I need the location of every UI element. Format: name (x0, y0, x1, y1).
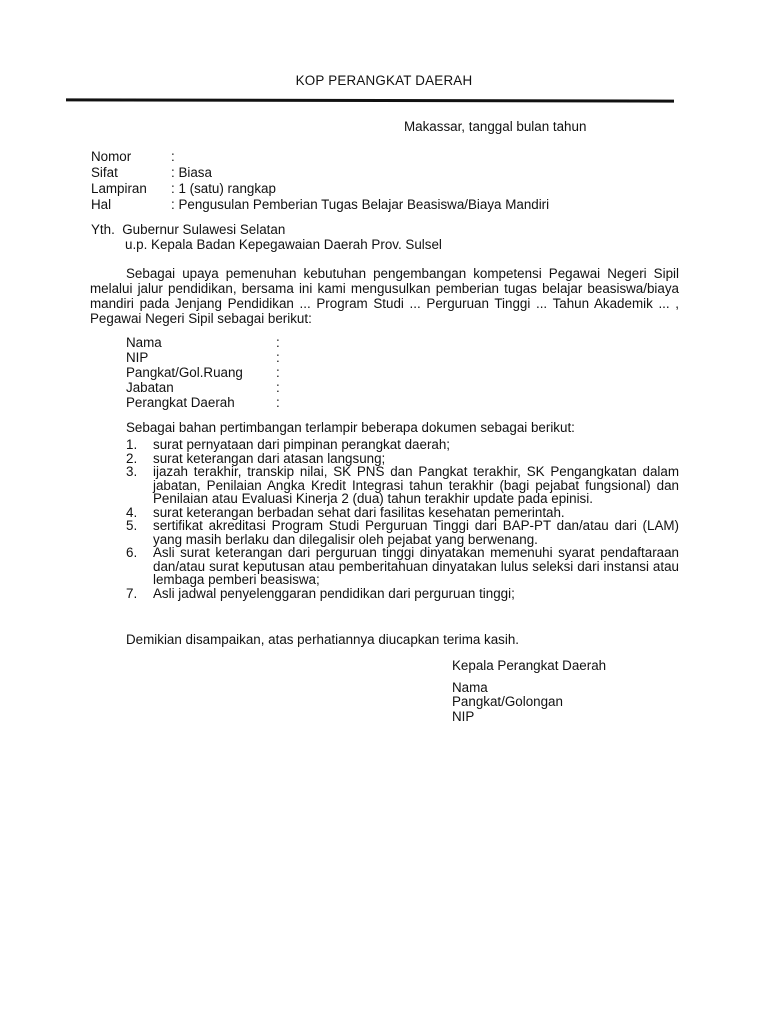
field-row-pangkat (126, 365, 280, 380)
documents-list (126, 438, 679, 600)
list-item (126, 506, 679, 520)
item-text: ijazah terakhir, transkip nilai, SK PNS dan Pangkat terakhir, SK Pengangkatan dalam jabatan, Penilaian Angka Kredit Integrasi tahun terakhir (bagi pejabat fungsional) dan Penilaian atau Evaluasi Kinerja 2 (dua) tahun terakhir update pada epinisi. (153, 464, 679, 506)
item-text: Asli surat keterangan dari perguruan tinggi dinyatakan memenuhi syarat pendaftaraan dan/atau surat keputusan atau pemberitahuan dinyatakan lulus seleksi dari instansi atau lembaga pemberi beasiswa; (153, 545, 679, 587)
meta-key: Nomor (91, 149, 132, 164)
letterhead-divider (66, 98, 674, 102)
field-colon: : (276, 395, 280, 410)
list-item (126, 465, 679, 506)
employee-fields (126, 335, 280, 410)
item-text: sertifikat akreditasi Program Studi Perguruan Tinggi dari BAP-PT dan/atau dari (LAM) yang masih berlaku dan dilegalisir oleh pejabat yang berwenang. (153, 518, 679, 547)
intro-paragraph: Sebagai upaya pemenuhan kebutuhan pengembangan kompetensi Pegawai Negeri Sipil melalui jalur pendidikan, bersama ini kami mengusulkan pemberian tugas belajar beasiswa/biaya mandiri pada Jenjang Pendidikan ... Program Studi ... Perguruan Tinggi ... Tahun Akademik ... , Pegawai Negeri Sipil sebagai berikut: (90, 266, 679, 326)
list-item (126, 519, 679, 546)
field-row-jabatan (126, 380, 280, 395)
list-item (126, 587, 679, 601)
meta-value: : (171, 149, 175, 164)
list-item (126, 546, 679, 587)
letter-meta (91, 149, 549, 213)
field-label: Pangkat/Gol.Ruang (126, 365, 243, 380)
meta-key: Lampiran (91, 181, 147, 196)
field-colon: : (276, 365, 280, 380)
meta-key: Hal (91, 197, 112, 212)
letterhead-title: KOP PERANGKAT DAERAH (295, 73, 473, 88)
field-row-perangkat-daerah (126, 395, 280, 410)
field-label: Nama (126, 335, 162, 350)
item-number: 3. (126, 464, 138, 479)
field-colon: : (276, 380, 280, 395)
addressee-line-1: Yth. Gubernur Sulawesi Selatan (91, 222, 286, 237)
field-label: NIP (126, 350, 149, 365)
meta-row-hal (91, 197, 549, 213)
closing-sentence: Demikian disampaikan, atas perhatiannya diucapkan terima kasih. (126, 632, 520, 647)
signatory-rank: Pangkat/Golongan (452, 694, 563, 709)
signature-block (452, 659, 606, 724)
date-line: Makassar, tanggal bulan tahun (404, 119, 587, 134)
item-number: 4. (126, 504, 138, 520)
meta-key: Sifat (91, 165, 118, 180)
documents-intro: Sebagai bahan pertimbangan terlampir beberapa dokumen sebagai berikut: (126, 420, 575, 435)
signatory-title: Kepala Perangkat Daerah (452, 658, 607, 673)
field-colon: : (276, 350, 280, 365)
list-item (126, 452, 679, 466)
field-row-nama (126, 335, 280, 350)
field-label: Perangkat Daerah (126, 395, 235, 410)
item-number: 1. (126, 437, 138, 452)
item-text: Asli jadwal penyelenggaran pendidikan dari perguruan tinggi; (153, 585, 515, 601)
meta-row-lampiran (91, 181, 549, 197)
meta-row-nomor (91, 149, 549, 165)
addressee-line-2: u.p. Kepala Badan Kepegawaian Daerah Prov. Sulsel (125, 237, 442, 252)
item-text: surat keterangan berbadan sehat dari fasilitas kesehatan pemerintah. (153, 504, 565, 520)
item-number: 5. (126, 518, 138, 533)
item-text: surat keterangan dari atasan langsung; (153, 450, 386, 466)
item-number: 7. (126, 585, 138, 601)
meta-row-sifat (91, 165, 549, 181)
meta-value: : 1 (satu) rangkap (171, 181, 276, 196)
item-number: 6. (126, 545, 138, 560)
item-text: surat pernyataan dari pimpinan perangkat daerah; (153, 437, 451, 452)
addressee-block (91, 222, 442, 252)
meta-value: : Biasa (171, 165, 212, 180)
signatory-nip: NIP (452, 708, 475, 724)
field-row-nip (126, 350, 280, 365)
field-colon: : (276, 335, 280, 350)
list-item (126, 438, 679, 452)
field-label: Jabatan (126, 380, 174, 395)
signatory-name: Nama (452, 679, 488, 695)
meta-value: : Pengusulan Pemberian Tugas Belajar Beasiswa/Biaya Mandiri (171, 197, 550, 212)
item-number: 2. (126, 450, 138, 466)
